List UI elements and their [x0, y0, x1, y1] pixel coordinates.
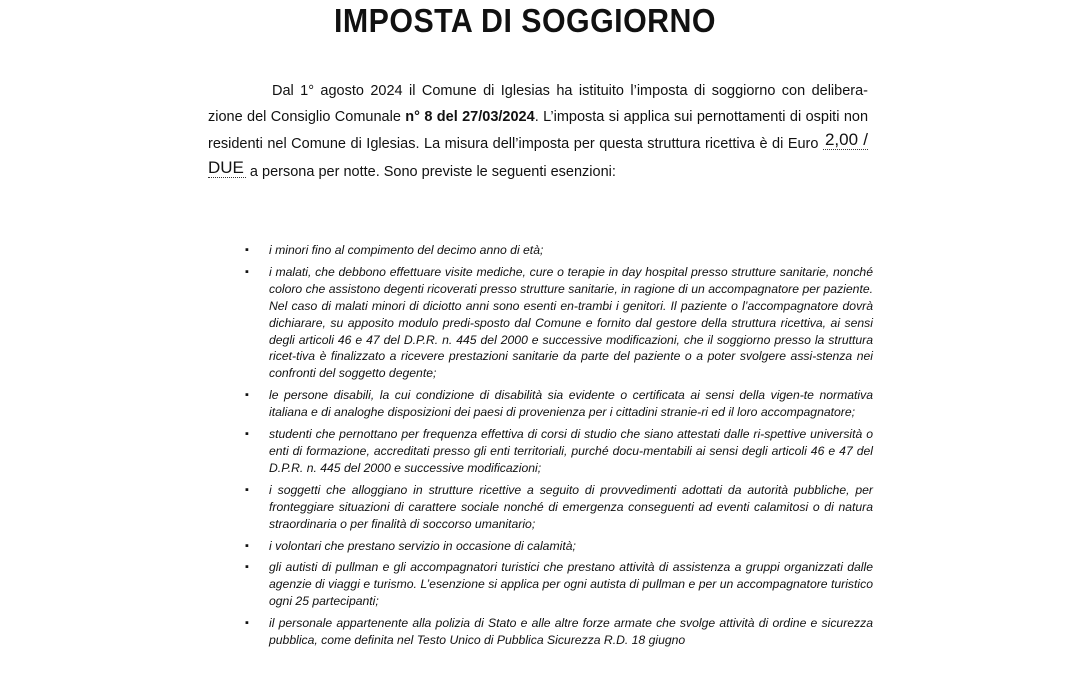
- exemption-text: il personale appartenente alla polizia di Stato e alle altre forze armate che svolge attività di ordine e sicurezza pubblica, come definita nel Testo Unico di Pubblica Sicurezza R.D. 18 giugno: [269, 616, 873, 648]
- bullet-icon: ▪: [245, 428, 249, 441]
- intro-part3: a persona per notte. Sono previste le seguenti esenzioni:: [245, 163, 616, 180]
- intro-part2: . L’imposta si applica sui pernottamenti di ospiti non residenti nel Comune di Iglesias. La misura dell’imposta per questa struttura ricettiva è di Euro: [208, 109, 869, 153]
- exemption-item: [245, 615, 873, 649]
- exemption-item: [245, 538, 873, 555]
- bullet-icon: ▪: [245, 617, 249, 630]
- intro-paragraph: [208, 78, 868, 185]
- bullet-icon: ▪: [245, 539, 249, 552]
- exemption-item: [245, 559, 873, 610]
- exemption-text: le persone disabili, la cui condizione di disabilità sia evidente o certificata ai sensi della vigen-te normativa italiana e di analoghe disposizioni dei paesi di provenienza per i cittadini stranie-ri ed il loro accompagnatore;: [269, 388, 873, 420]
- exemption-text: studenti che pernottano per frequenza effettiva di corsi di studio che siano attestati dalle ri-spettive università o enti di formazione, accreditati presso gli enti territoriali, purché docu-mentabili ai sensi degli articoli 46 e 47 del D.P.R. n. 445 del 2000 e successive modificazioni;: [269, 427, 873, 475]
- exemption-item: [245, 426, 873, 477]
- deliberation-reference: n° 8 del 27/03/2024: [405, 109, 535, 126]
- exemption-item: [245, 387, 873, 421]
- tax-amount: 2,00 / DUE: [208, 130, 868, 177]
- intro-part1: Dal 1° agosto 2024 il Comune di Iglesias ha istituito l’imposta di soggiorno con delibera-zione del Consiglio Comunale: [208, 83, 868, 126]
- bullet-icon: ▪: [245, 483, 249, 496]
- bullet-icon: ▪: [245, 265, 249, 278]
- exemption-item: [245, 482, 873, 533]
- exemption-text: i soggetti che alloggiano in strutture ricettive a seguito di provvedimenti adottati da autorità pubbliche, per fronteggiare situazioni di carattere sociale nonché di emergenza conseguenti ad eventi calamitosi o di natura straordinaria o per finalità di soccorso umanitario;: [269, 482, 873, 531]
- exemption-text: i volontari che prestano servizio in occasione di calamità;: [269, 538, 576, 553]
- exemption-item: [245, 264, 873, 382]
- bullet-icon: ▪: [245, 244, 249, 256]
- exemption-text: gli autisti di pullman e gli accompagnatori turistici che prestano attività di assistenza a gruppi organizzati dalle agenzie di viaggi e turismo. L’esenzione si applica per ogni autista di pullman e per un accompagnatore turistico ogni 25 partecipanti;: [269, 560, 873, 609]
- bullet-icon: ▪: [245, 561, 249, 574]
- exemption-item: [245, 242, 873, 259]
- bullet-icon: ▪: [245, 389, 249, 402]
- exemption-text: i malati, che debbono effettuare visite mediche, cure o terapie in day hospital presso strutture sanitarie, nonché coloro che assistono degenti ricoverati presso strutture sanitarie, in ragione di un accompagnatore per paziente. Nel caso di malati minori di diciotto anni sono esenti en-trambi i genitori. Il paziente o l’accompagnatore dovrà dichiarare, su apposito modulo predi-sposto dal Comune e fornito dal gestore della struttura ricettiva, ai sensi degli articoli 46 e 47 del D.P.R. n. 445 del 2000 e successive modificazioni, che il soggiorno presso la struttura ricet-tiva è finalizzato a ricevere prestazioni sanitarie da parte del paziente o a poter svolgere assi-stenza nei confronti del soggetto degente;: [269, 264, 873, 381]
- exemptions-list: [245, 242, 873, 654]
- intro-text: [208, 78, 868, 185]
- page-title: IMPOSTA DI SOGGIORNO: [334, 2, 716, 39]
- exemption-text: i minori fino al compimento del decimo anno di età;: [269, 243, 544, 257]
